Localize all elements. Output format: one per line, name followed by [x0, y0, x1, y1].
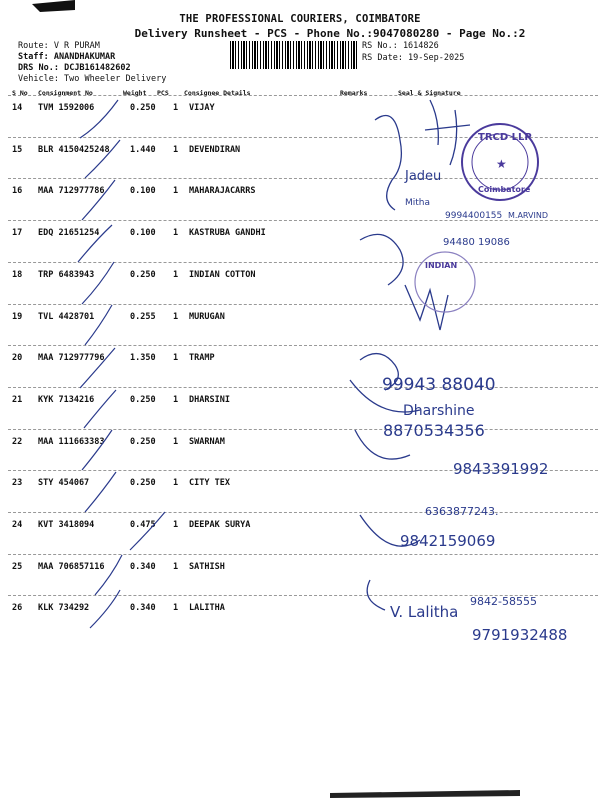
col-weight: Weight [123, 89, 147, 97]
col-sno: S No [12, 89, 28, 97]
row-consignment-no: MAA 111663383 [38, 436, 105, 447]
hw-row24: 9842159069 [400, 532, 496, 550]
row-consignee: SATHISH [189, 561, 225, 572]
row-weight: 0.250 [130, 269, 156, 280]
row-weight: 0.250 [130, 436, 156, 447]
staff-name: ANANDHAKUMAR [53, 52, 116, 62]
row-pcs: 1 [173, 520, 179, 530]
row-serial: 26 [12, 603, 23, 614]
hw-row26-phone: 9791932488 [472, 626, 568, 644]
row-consignee: SWARNAM [189, 436, 225, 447]
row-serial: 16 [12, 186, 23, 197]
row-pcs: 1 [173, 186, 179, 197]
row-consignee: MURUGAN [189, 311, 225, 322]
scan-artifact-top [32, 0, 75, 12]
row-pcs: 1 [173, 269, 179, 280]
row-pcs: 1 [173, 603, 179, 614]
row-pcs: 1 [173, 103, 179, 113]
drs-number: DCJB161482602 [64, 63, 131, 73]
row-serial: 25 [12, 561, 23, 572]
row-serial: 19 [12, 311, 23, 322]
row-pcs: 1 [173, 436, 179, 447]
row-serial: 15 [12, 144, 23, 155]
row-consignment-no: KLK 734292 [38, 603, 90, 614]
row-pcs: 1 [173, 478, 179, 489]
col-consignment: Consignment No [38, 89, 93, 97]
hw-row26-name: V. Lalitha [390, 603, 459, 621]
route: Route: V R PURAM [18, 41, 100, 51]
row-weight: 0.100 [130, 186, 156, 197]
row-serial: 17 [12, 228, 23, 239]
row-serial: 22 [12, 436, 23, 447]
row-weight: 0.340 [130, 561, 156, 572]
row-consignment-no: TRP 6483943 [38, 269, 95, 280]
company-seal [462, 124, 538, 200]
row-consignee: INDIAN COTTON [189, 269, 256, 280]
row-consignee: CITY TEX [189, 478, 230, 489]
col-consignee: Consignee Details [184, 89, 251, 97]
hw-row22: 9843391992 [453, 460, 549, 478]
company-name: THE PROFESSIONAL COURIERS, COIMBATORE [179, 13, 421, 25]
rs-number: RS No.: 1614826 [362, 41, 439, 51]
runsheet-title: Delivery Runsheet - PCS - Phone No.:9047080280 - Page No.:2 [134, 27, 526, 40]
row-weight: 0.255 [130, 311, 156, 322]
row-consignee: KASTRUBA GANDHI [189, 228, 266, 239]
seal-text-top: TRCD LLP [478, 132, 532, 143]
seal2-text: INDIAN [425, 261, 458, 270]
col-remarks: Remarks [340, 89, 368, 97]
row-consignment-no: MAA 712977786 [38, 186, 105, 197]
rs-date: RS Date: 19-Sep-2025 [362, 53, 465, 63]
row-serial: 18 [12, 269, 23, 280]
row-serial: 23 [12, 478, 23, 489]
hw-row17: 94480 19086 [443, 237, 510, 248]
row-pcs: 1 [173, 353, 179, 364]
second-seal [415, 252, 475, 312]
row-consignee: TRAMP [189, 353, 215, 364]
row-weight: 1.350 [130, 353, 156, 364]
row-consignment-no: STY 454067 [38, 478, 90, 489]
drs-label: DRS No.: [18, 63, 59, 73]
row-pcs: 1 [173, 144, 179, 155]
row-pcs: 1 [173, 561, 179, 572]
vehicle: Vehicle: Two Wheeler Delivery [18, 74, 167, 84]
row-weight: 0.100 [130, 228, 156, 239]
col-seal-signature: Seal & Signature [398, 89, 461, 97]
hw-row21-phone: 8870534356 [383, 421, 485, 440]
row-weight: 0.250 [130, 103, 156, 113]
row-consignment-no: KYK 7134216 [38, 394, 95, 405]
scan-artifact-bottom [330, 790, 520, 798]
row-weight: 0.250 [130, 394, 156, 405]
tick-marks [78, 100, 165, 628]
hw-row23: 6363877243. [425, 505, 499, 518]
row-consignment-no: TVM 1592006 [38, 103, 95, 113]
row-weight: 0.475 [130, 520, 156, 530]
seal-text-bottom: Coimbatore [478, 185, 531, 194]
hw-row20: 99943 88040 [382, 375, 496, 395]
hw-row15: Jadeu [405, 169, 442, 184]
row-consignment-no: BLR 4150425248 [38, 144, 110, 155]
row-serial: 14 [12, 103, 23, 113]
col-pcs: PCS [157, 89, 169, 97]
row-consignment-no: MAA 712977796 [38, 353, 105, 364]
row-weight: 0.250 [130, 478, 156, 489]
row-pcs: 1 [173, 394, 179, 405]
row-consignee: DEEPAK SURYA [189, 520, 251, 530]
row-consignee: LALITHA [189, 603, 225, 614]
hw-row21-name: Dharshine [403, 403, 475, 419]
row-consignment-no: TVL 4428701 [38, 311, 95, 322]
hw-row16-phone: 9994400155 [445, 211, 503, 221]
row-consignment-no: MAA 706857116 [38, 561, 105, 572]
row-consignee: DHARSINI [189, 394, 230, 405]
row-consignee: MAHARAJACARRS [189, 186, 256, 197]
seal-star-icon: ★ [496, 157, 507, 171]
hw-row16-sign: M.ARVIND [508, 211, 549, 220]
row-weight: 0.340 [130, 603, 156, 614]
row-consignee: DEVENDIRAN [189, 144, 241, 155]
staff-label: Staff: [18, 52, 49, 62]
hw-row25: 9842-58555 [470, 595, 537, 608]
row-pcs: 1 [173, 311, 179, 322]
row-serial: 20 [12, 353, 23, 364]
row-consignee: VIJAY [189, 103, 215, 113]
row-consignment-no: KVT 3418094 [38, 520, 95, 530]
row-weight: 1.440 [130, 144, 156, 155]
row-consignment-no: EDQ 21651254 [38, 228, 100, 239]
hw-row16-name: Mitha [405, 198, 431, 208]
row-serial: 24 [12, 520, 23, 530]
row-serial: 21 [12, 394, 23, 405]
row-pcs: 1 [173, 228, 179, 239]
